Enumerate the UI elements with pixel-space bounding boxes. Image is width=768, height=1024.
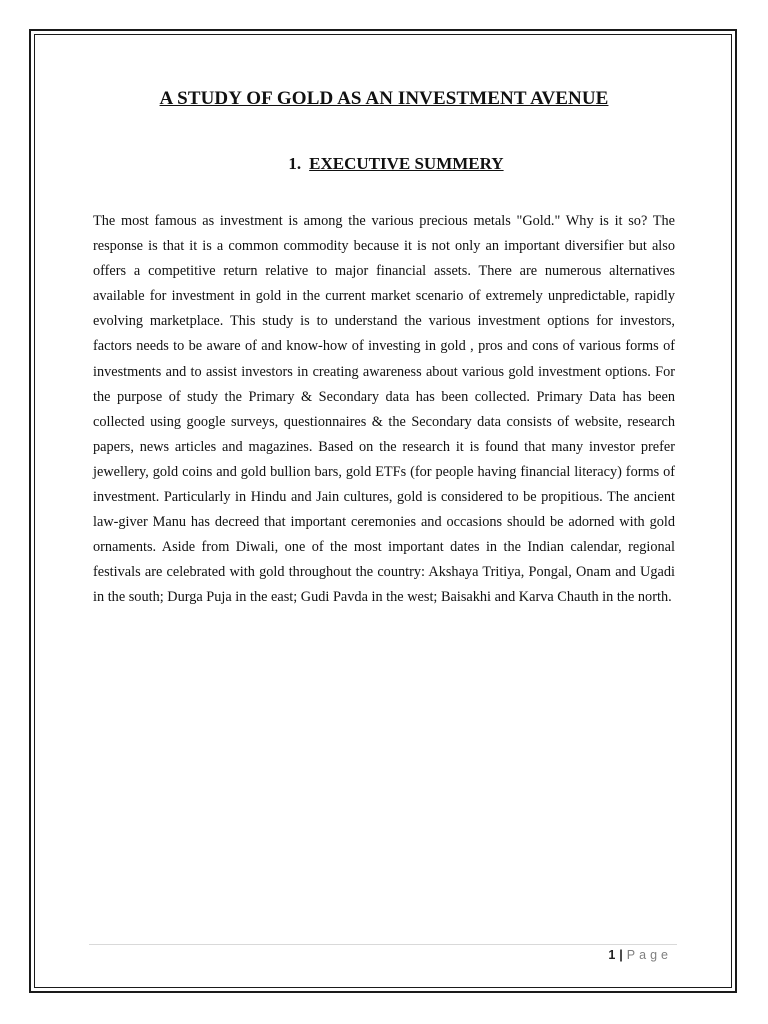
page-footer — [608, 948, 672, 962]
section-number: 1. — [288, 154, 302, 173]
page-number: 1 — [608, 948, 616, 962]
section-heading — [0, 154, 768, 174]
page-label: Page — [626, 948, 672, 962]
document-title: A STUDY OF GOLD AS AN INVESTMENT AVENUE — [159, 88, 609, 109]
footer-separator: | — [619, 948, 623, 962]
executive-summary-paragraph: The most famous as investment is among the various precious metals "Gold." Why is it so? The response is that it is a common commodity because it is not only an important diversifier but also offers a competitive return relative to major financial assets. There are numerous alternatives available for investment in gold in the current market scenario of extremely unpredictable, rapidly evolving marketplace. This study is to understand the various investment options for investors, factors needs to be aware of and know-how of investing in gold , pros and cons of various forms of investments and to assist investors in creating awareness about various gold investment options. For the purpose of study the Primary & Secondary data has been collected. Primary Data has been collected using google surveys, questionnaires & the Secondary data consists of website, research papers, news articles and magazines. Based on the research it is found that many investor prefer jewellery, gold coins and gold bullion bars, gold ETFs (for people having financial literacy) forms of investment. Particularly in Hindu and Jain cultures, gold is considered to be propitious. The ancient law-giver Manu has decreed that important ceremonies and occasions should be adorned with gold ornaments. Aside from Diwali, one of the most important dates in the Indian calendar, regional festivals are celebrated with gold throughout the country: Akshaya Tritiya, Pongal, Onam and Ugadi in the south; Durga Puja in the east; Gudi Pavda in the west; Baisakhi and Karva Chauth in the north. — [93, 213, 675, 606]
footer-divider — [89, 944, 677, 945]
section-heading-text: EXECUTIVE SUMMERY — [309, 154, 504, 173]
